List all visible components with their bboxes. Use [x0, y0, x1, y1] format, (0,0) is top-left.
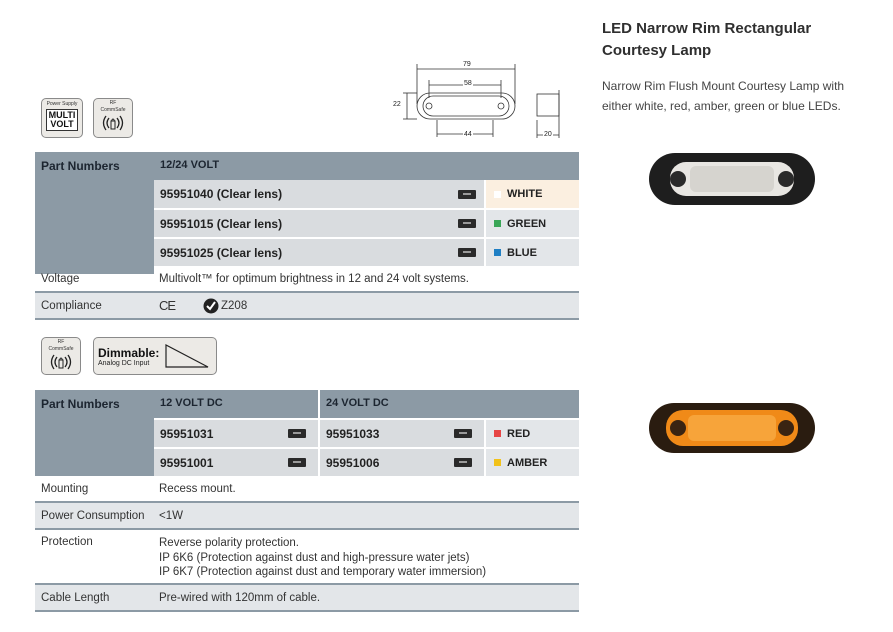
rf-commsafe-badge [93, 98, 133, 138]
rf-wave-icon [99, 113, 127, 133]
multivolt-box [46, 109, 79, 131]
power-value: <1W [159, 510, 183, 522]
product-title-line1: LED Narrow Rim Rectangular [602, 20, 812, 37]
connector-icon [288, 429, 306, 438]
protection-label: Protection [41, 536, 93, 548]
voltage-label: Voltage [41, 273, 80, 285]
protection-line-1: Reverse polarity protection. [159, 537, 299, 549]
cable-row [35, 585, 579, 612]
colour-label: AMBER [507, 456, 548, 469]
amber-lamp-image [648, 402, 816, 454]
part-row-blue [154, 239, 484, 266]
dimmable-text [98, 346, 159, 367]
connector-icon [454, 429, 472, 438]
dimmable-badge [93, 337, 217, 375]
amber-swatch [494, 459, 501, 466]
part-number: 95951031 [160, 426, 214, 441]
rf-label: RF [57, 339, 65, 345]
connector-icon [288, 458, 306, 467]
header-24v: 24 VOLT DC [320, 390, 579, 418]
part-numbers-label: Part Numbers [35, 152, 154, 274]
connector-icon [458, 219, 476, 228]
part-number: 95951006 [326, 455, 380, 470]
analog-dc-label: Analog DC Input [98, 359, 150, 367]
dim-width-label: 79 [463, 61, 471, 68]
protection-line-3: IP 6K7 (Protection against dust and temporary water immersion) [159, 566, 487, 578]
part-number: 95951015 (Clear lens) [160, 216, 283, 231]
compliance-row [35, 293, 579, 320]
dimmable-label: Dimmable: [98, 345, 160, 360]
mounting-value: Recess mount. [159, 483, 236, 495]
part-row-white [154, 180, 484, 208]
green-swatch [494, 220, 501, 227]
connector-icon [454, 458, 472, 467]
rf-wave-icon [47, 352, 75, 372]
protection-line-2: IP 6K6 (Protection against dust and high-pressure water jets) [159, 551, 470, 564]
dim-height-label: 22 [393, 101, 401, 108]
colour-label: BLUE [507, 246, 537, 259]
multi-label: MULTI [48, 110, 76, 120]
colour-label: RED [507, 427, 531, 440]
dim-inner-label: 44 [464, 131, 472, 138]
voltage-header: 12/24 VOLT [154, 152, 579, 180]
product-desc-line1: Narrow Rim Flush Mount Courtesy Lamp with [602, 79, 845, 93]
connector-icon [458, 248, 476, 257]
dim-depth-label: 20 [544, 131, 552, 138]
compliance-label: Compliance [41, 300, 102, 312]
power-supply-label: Power Supply [46, 101, 78, 107]
volt-label: VOLT [50, 119, 74, 129]
voltage-value: Multivolt™ for optimum brightness in 12 and 24 volt systems. [159, 273, 469, 285]
product-desc-line2: either white, red, amber, green or blue LEDs. [602, 99, 841, 113]
colour-cell-amber [486, 449, 579, 476]
colour-cell-blue [486, 239, 579, 266]
z208-label: Z208 [221, 300, 248, 312]
power-label: Power Consumption [41, 510, 145, 522]
product-title-line2: Courtesy Lamp [602, 42, 712, 59]
connector-icon [458, 190, 476, 199]
part-number: 95951025 (Clear lens) [160, 245, 283, 260]
colour-cell-white [486, 180, 579, 208]
dim-hole-spacing-label: 58 [464, 80, 472, 87]
product-title [602, 18, 882, 62]
blue-swatch [494, 249, 501, 256]
protection-row [35, 530, 579, 585]
part-number: 95951001 [160, 455, 214, 470]
product-description [602, 76, 882, 116]
rf-label: RF [109, 100, 117, 106]
part-numbers-label: Part Numbers [35, 390, 154, 476]
part-number: 95951033 [326, 426, 380, 441]
power-row [35, 503, 579, 530]
commsafe-label: CommSafe [48, 346, 74, 352]
colour-label: GREEN [507, 217, 547, 230]
cable-label: Cable Length [41, 592, 110, 604]
colour-cell-red [486, 420, 579, 447]
mounting-label: Mounting [41, 483, 89, 495]
colour-cell-green [486, 210, 579, 237]
multivolt-badge [41, 98, 83, 138]
header-12v: 12 VOLT DC [154, 390, 318, 418]
voltage-row [35, 266, 579, 293]
rf-commsafe-badge-2 [41, 337, 81, 375]
mounting-row [35, 476, 579, 503]
part-row-green [154, 210, 484, 237]
ce-mark: CE [159, 298, 176, 313]
white-swatch [494, 191, 501, 198]
commsafe-label: CommSafe [100, 107, 126, 113]
colour-label: WHITE [507, 188, 543, 200]
cable-value: Pre-wired with 120mm of cable. [159, 592, 321, 604]
white-lamp-image [648, 152, 816, 206]
protection-values [159, 536, 486, 580]
red-swatch [494, 430, 501, 437]
dimming-ramp-icon [163, 341, 211, 371]
part-number: 95951040 (Clear lens) [160, 187, 283, 201]
rcm-check-icon [203, 298, 219, 314]
